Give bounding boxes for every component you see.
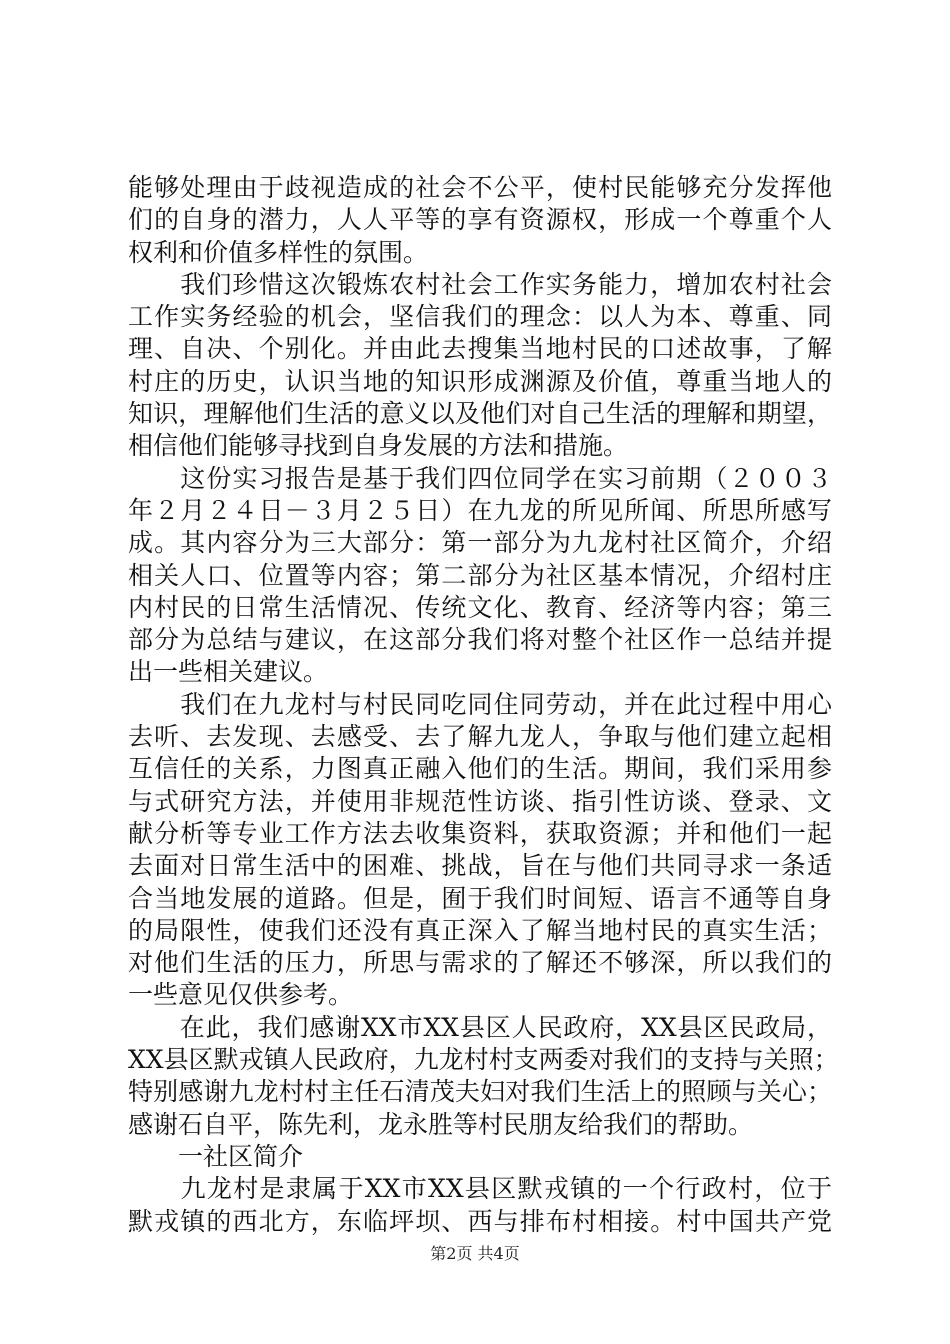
document-body bbox=[128, 172, 839, 1238]
page-number-footer: 第2页 共4页 bbox=[430, 1244, 520, 1263]
text-line: 这份实习报告是基于我们四位同学在实习前期（２００３ bbox=[128, 463, 832, 493]
text-line: 一些意见仅供参考。 bbox=[128, 980, 354, 1010]
text-line: 工作实务经验的机会，坚信我们的理念：以人为本、尊重、同 bbox=[128, 302, 832, 332]
text-line: 去听、去发现、去感受、去了解九龙人，争取与他们建立起相 bbox=[128, 722, 832, 752]
text-line: 去面对日常生活中的困难、挑战，旨在与他们共同寻求一条适 bbox=[128, 851, 832, 881]
text-line: 我们珍惜这次锻炼农村社会工作实务能力，增加农村社会 bbox=[128, 269, 832, 299]
text-line: 合当地发展的道路。但是，囿于我们时间短、语言不通等自身 bbox=[128, 883, 832, 913]
text-line: 理、自决、个别化。并由此去搜集当地村民的口述故事，了解 bbox=[128, 334, 832, 364]
text-line: 默戎镇的西北方，东临坪坝、西与排布村相接。村中国共产党 bbox=[128, 1206, 832, 1236]
text-line: 对他们生活的压力，所思与需求的了解还不够深，所以我们的 bbox=[128, 948, 832, 978]
text-line: 内村民的日常生活情况、传统文化、教育、经济等内容；第三 bbox=[128, 592, 832, 622]
text-line: 成。其内容分为三大部分：第一部分为九龙村社区简介，介绍 bbox=[128, 528, 832, 558]
text-line: 在此，我们感谢XX市XX县区人民政府，XX县区民政局， bbox=[128, 1012, 832, 1042]
text-line: 出一些相关建议。 bbox=[128, 657, 329, 687]
text-line: 献分析等专业工作方法去收集资料，获取资源；并和他们一起 bbox=[128, 818, 832, 848]
text-line: 年２月２４日－３月２５日）在九龙的所见所闻、所思所感写 bbox=[128, 495, 832, 525]
text-line: 知识，理解他们生活的意义以及他们对自己生活的理解和期望， bbox=[128, 399, 832, 429]
text-line: 们的自身的潜力，人人平等的享有资源权，形成一个尊重个人 bbox=[128, 205, 832, 235]
text-line: 互信任的关系，力图真正融入他们的生活。期间，我们采用参 bbox=[128, 754, 832, 784]
text-line: 能够处理由于歧视造成的社会不公平，使村民能够充分发挥他 bbox=[128, 173, 832, 202]
section-heading: 一社区简介 bbox=[128, 1141, 304, 1171]
text-line: 与式研究方法，并使用非规范性访谈、指引性访谈、登录、文 bbox=[128, 786, 832, 816]
text-line: 特别感谢九龙村村主任石清茂夫妇对我们生活上的照顾与关心； bbox=[128, 1077, 832, 1107]
text-line: 感谢石自平，陈先利，龙永胜等村民朋友给我们的帮助。 bbox=[128, 1109, 754, 1139]
text-line: XX县区默戎镇人民政府，九龙村村支两委对我们的支持与关照； bbox=[128, 1045, 839, 1075]
text-line: 我们在九龙村与村民同吃同住同劳动，并在此过程中用心 bbox=[128, 689, 832, 719]
text-line: 村庄的历史，认识当地的知识形成渊源及价值，尊重当地人的 bbox=[128, 366, 832, 396]
text-line: 的局限性，使我们还没有真正深入了解当地村民的真实生活； bbox=[128, 915, 832, 945]
text-line: 九龙村是隶属于XX市XX县区默戎镇的一个行政村，位于 bbox=[128, 1174, 832, 1204]
text-line: 相信他们能够寻找到自身发展的方法和措施。 bbox=[128, 431, 629, 461]
text-line: 部分为总结与建议，在这部分我们将对整个社区作一总结并提 bbox=[128, 625, 832, 655]
text-line: 相关人口、位置等内容；第二部分为社区基本情况，介绍村庄 bbox=[128, 560, 832, 590]
text-line: 权利和价值多样性的氛围。 bbox=[128, 237, 429, 267]
